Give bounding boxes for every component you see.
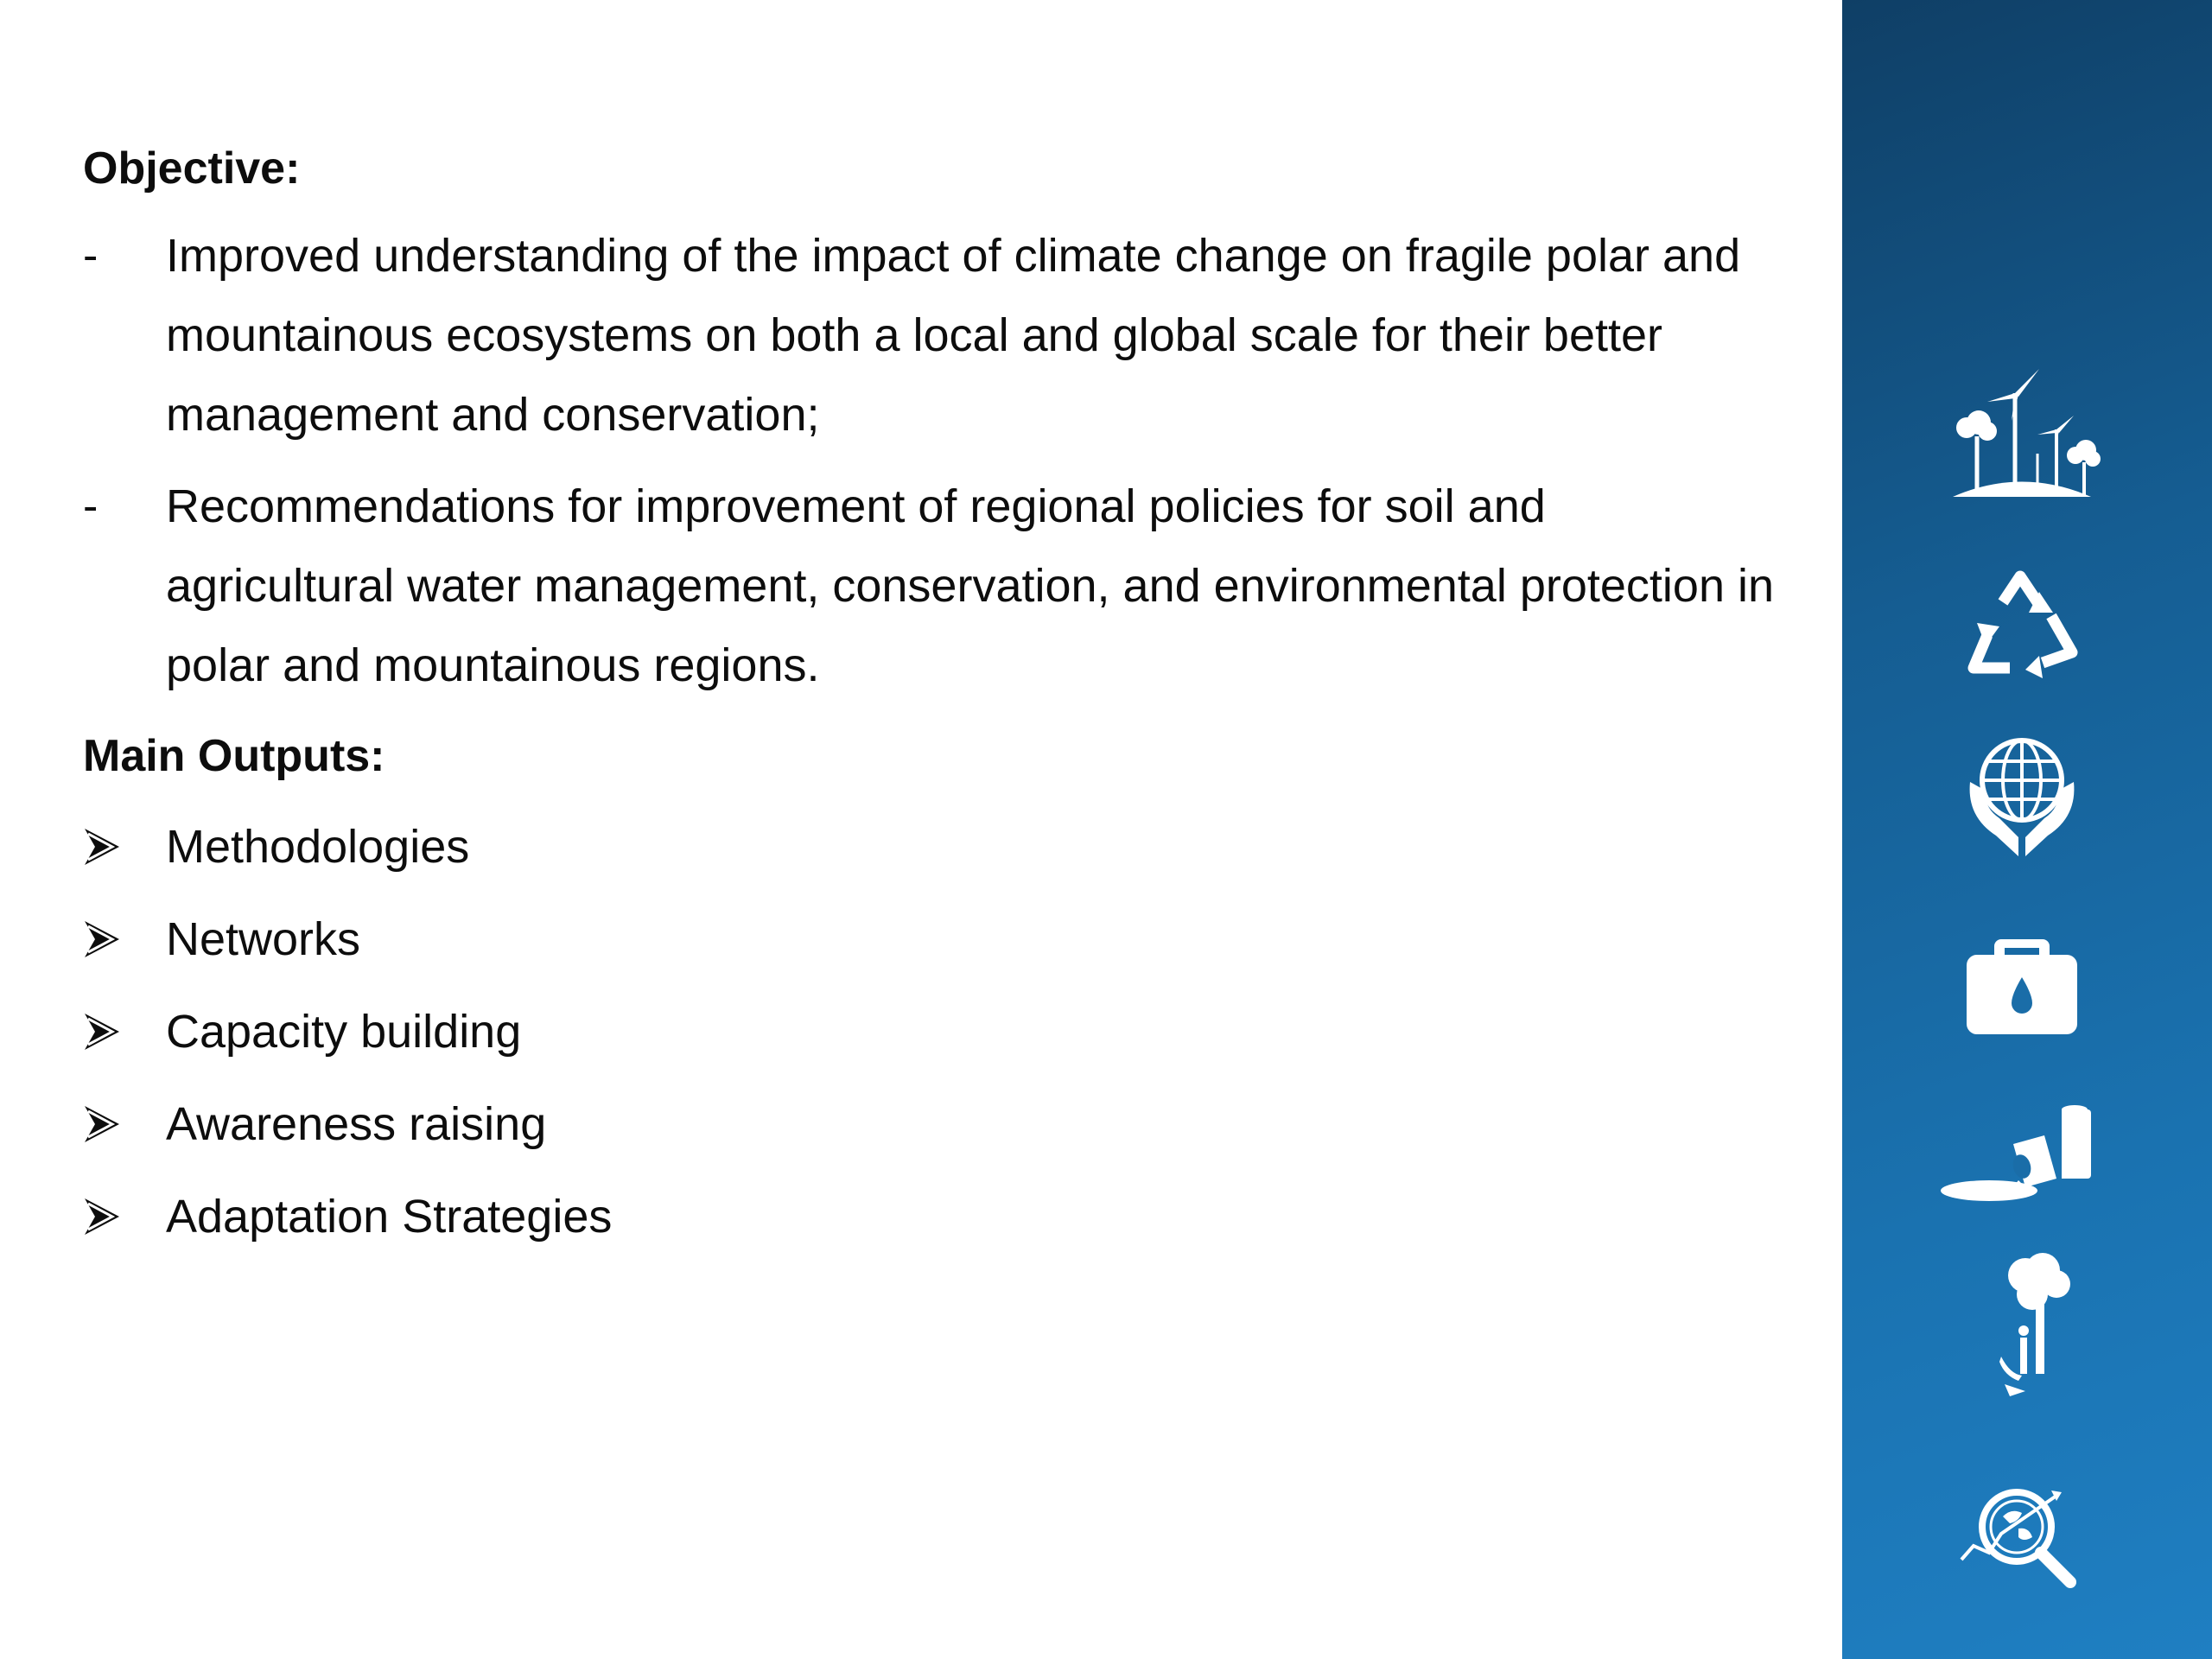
arrow-bullet-icon	[83, 919, 166, 959]
objective-item-text: Improved understanding of the impact of climate change on fragile polar and mountainous ecosystems on both a local and global scale for their better management and conservation;	[166, 230, 1741, 441]
output-item	[83, 1077, 1777, 1170]
recycle-icon	[1936, 549, 2108, 704]
water-briefcase-icon	[1936, 907, 2108, 1063]
output-item-text: Adaptation Strategies	[166, 1190, 613, 1243]
output-item-text: Methodologies	[166, 820, 470, 873]
objective-heading: Objective:	[83, 143, 301, 194]
output-item	[83, 985, 1777, 1077]
outputs-list	[83, 800, 1777, 1262]
output-item-text: Networks	[166, 912, 361, 965]
main-outputs-heading: Main Outputs:	[83, 731, 385, 781]
arrow-bullet-icon	[83, 1012, 166, 1052]
arrow-bullet-icon	[83, 827, 166, 867]
output-item-text: Awareness raising	[166, 1097, 547, 1150]
objective-item	[83, 216, 1777, 454]
output-item	[83, 800, 1777, 893]
arrow-bullet-icon	[83, 1197, 166, 1236]
arrow-bullet-icon	[83, 1104, 166, 1144]
globe-magnifier-icon	[1936, 1460, 2108, 1616]
objective-item	[83, 467, 1777, 705]
wind-turbines-icon	[1936, 359, 2108, 514]
oil-spill-icon	[1936, 1076, 2108, 1231]
globe-in-hands-icon	[1936, 717, 2108, 873]
dash-marker: -	[83, 231, 99, 281]
slide-content	[83, 130, 1777, 1262]
tree-people-icon	[1936, 1244, 2108, 1400]
output-item	[83, 1170, 1777, 1262]
dash-marker: -	[83, 481, 99, 531]
objective-item-text: Recommendations for improvement of regional policies for soil and agricultural water management, conservation, and environmental protection in polar and mountainous regions.	[166, 480, 1775, 691]
output-item-text: Capacity building	[166, 1005, 522, 1058]
output-item	[83, 893, 1777, 985]
